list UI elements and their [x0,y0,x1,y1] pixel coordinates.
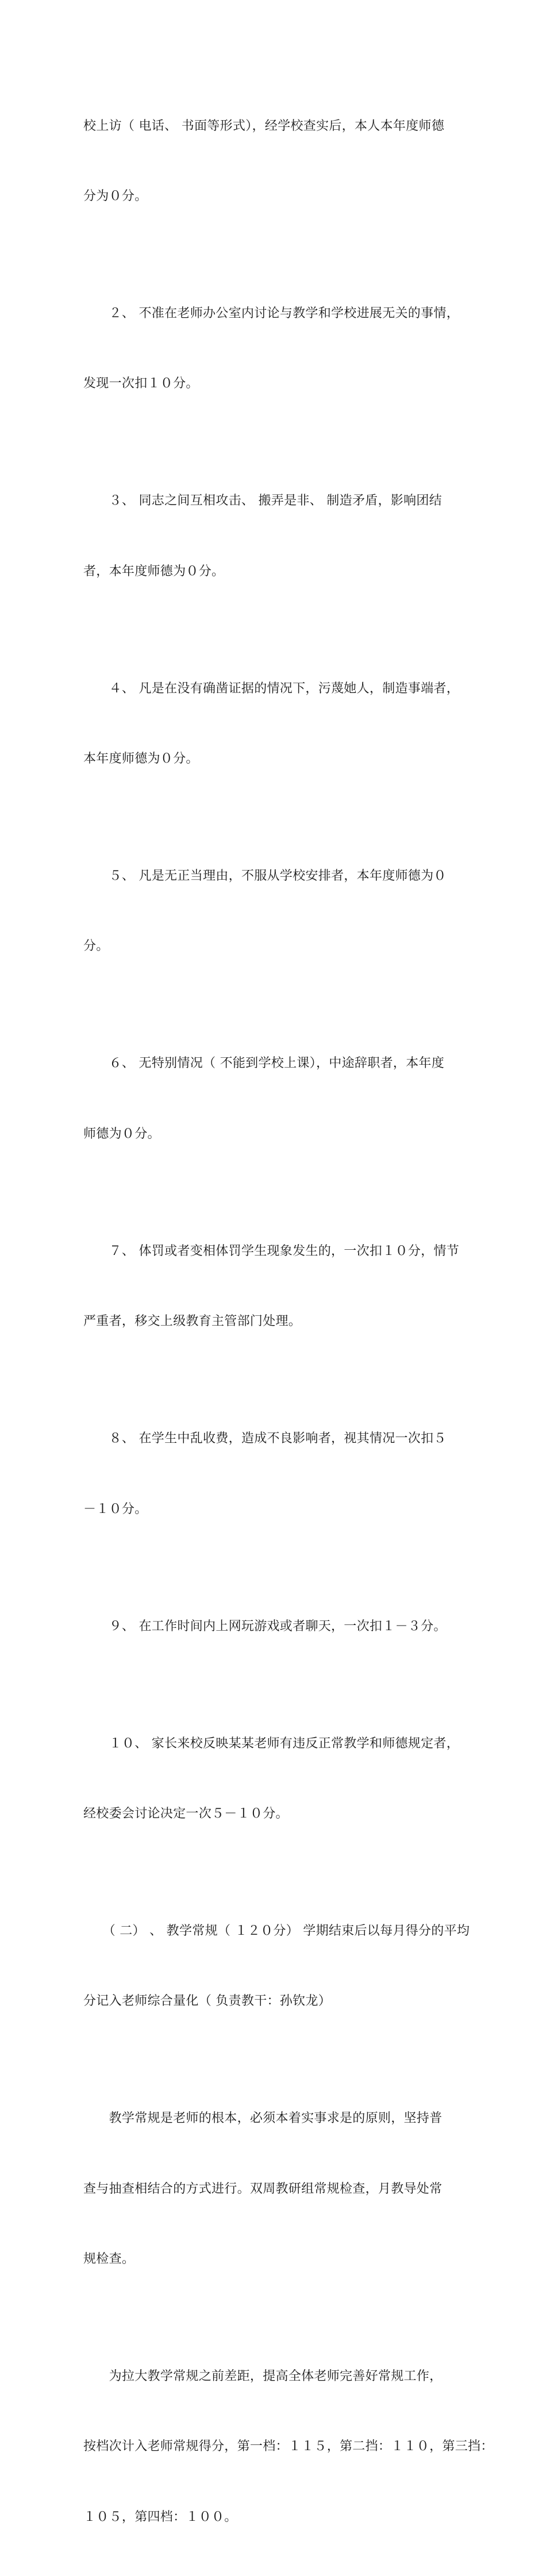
paragraph-grading-tiers [83,2319,466,2576]
text-line: 本年度师德为０分。 [83,748,466,771]
rule-item-10 [83,1685,466,1873]
document-body [83,68,466,2576]
rule-item-7 [83,1193,466,1380]
text-line: 规检查。 [83,2248,466,2271]
text-line: ７、 体罚或者变相体罚学生现象发生的，一次扣１０分，情节 [83,1240,466,1264]
text-line: 者，本年度师德为０分。 [83,560,466,584]
text-line: １０５，第四档：１００。 [83,2506,466,2529]
text-line: －１０分。 [83,1498,466,1522]
rule-item-5 [83,818,466,1006]
text-line: ６、 无特别情况（ 不能到学校上课），中途辞职者，本年度 [83,1052,466,1076]
text-line: ２、 不准在老师办公室内讨论与教学和学校进展无关的事情， [83,302,466,326]
text-line: （ 二） 、 教学常规（ １２０分） 学期结束后以每月得分的平均 [83,1920,466,1943]
paragraph-teaching-routine [83,2061,466,2319]
paragraph-1 [83,68,466,255]
rule-item-6 [83,1006,466,1193]
text-line: １０、 家长来校反映某某老师有违反正常教学和师德规定者， [83,1732,466,1756]
text-line: ３、 同志之间互相攻击、 搬弄是非、 制造矛盾，影响团结 [83,490,466,513]
text-line: ９、 在工作时间内上网玩游戏或者聊天，一次扣１－３分。 [83,1615,466,1639]
text-line: 分。 [83,935,466,958]
rule-item-8 [83,1381,466,1568]
text-line: 分记入老师综合量化（ 负责教干：孙钦龙） [83,1990,466,2013]
rule-item-3 [83,443,466,630]
text-line: 经校委会讨论决定一次５－１０分。 [83,1803,466,1826]
text-line: 查与抽查相结合的方式进行。双周教研组常规检查，月教导处常 [83,2178,466,2201]
text-line: 为拉大教学常规之前差距，提高全体老师完善好常规工作， [83,2365,466,2389]
rule-item-2 [83,255,466,442]
text-line: 师德为０分。 [83,1123,466,1146]
section-heading-teaching-routine [83,1873,466,2060]
document-page [0,0,546,772]
text-line: 教学常规是老师的根本，必须本着实事求是的原则，坚持普 [83,2107,466,2131]
text-line: 按档次计入老师常规得分，第一档：１１５，第二挡：１１０，第三挡： [83,2435,466,2459]
text-line: ４、 凡是在没有确凿证据的情况下，污蔑她人，制造事端者， [83,677,466,701]
rule-item-9 [83,1568,466,1685]
text-line: 分为０分。 [83,185,466,209]
text-line: 发现一次扣１０分。 [83,372,466,396]
text-line: ５、 凡是无正当理由，不服从学校安排者，本年度师德为０ [83,865,466,888]
text-line: 校上访（ 电话、 书面等形式），经学校查实后，本人本年度师德 [83,115,466,138]
rule-item-4 [83,630,466,818]
text-line: 严重者，移交上级教育主管部门处理。 [83,1310,466,1334]
text-line: ８、 在学生中乱收费，造成不良影响者，视其情况一次扣５ [83,1427,466,1451]
